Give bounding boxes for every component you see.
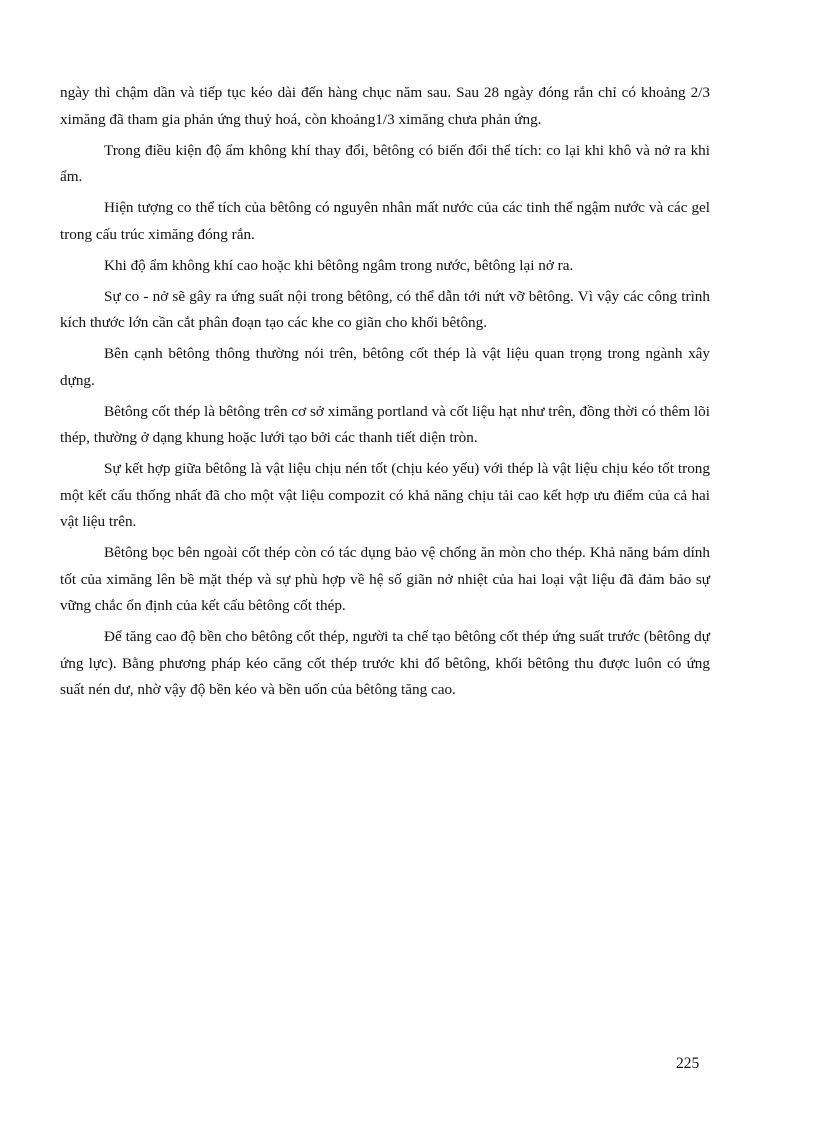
paragraph-swelling: Khi độ ẩm không khí cao hoặc khi bêtông ngâm trong nước, bêtông lại nở ra. (104, 256, 574, 274)
page-body (60, 80, 710, 708)
paragraph-reinforced-concrete-definition: Bêtông cốt thép là bêtông trên cơ sở ximăng portland và cốt liệu hạt như trên, đồng thời có thêm lõi thép, thường ở dạng khung hoặc lưới tạo bởi các thanh tiết diện tròn. (60, 402, 710, 446)
paragraph-shrinkage-cause: Hiện tượng co thể tích của bêtông có nguyên nhân mất nước của các tinh thể ngậm nước và các gel trong cấu trúc ximăng đóng rắn. (60, 199, 710, 243)
paragraph-humidity-volume-change: Trong điều kiện độ ẩm không khí thay đổi, bêtông có biến đổi thể tích: co lại khi khô và nở ra khi ẩm. (60, 141, 710, 185)
paragraph-reinforced-concrete-intro: Bên cạnh bêtông thông thường nói trên, bêtông cốt thép là vật liệu quan trọng trong ngành xây dựng. (60, 345, 710, 389)
paragraph-internal-stress: Sự co - nở sẽ gây ra ứng suất nội trong bêtông, có thể dẫn tới nứt vỡ bêtông. Vì vậy các công trình kích thước lớn cần cắt phân đoạn tạo các khe co giãn cho khối bêtông. (60, 287, 710, 331)
paragraph-corrosion-protection: Bêtông bọc bên ngoài cốt thép còn có tác dụng bảo vệ chống ăn mòn cho thép. Khả năng bám dính tốt của ximăng lên bề mặt thép và sự phù hợp về hệ số giãn nở nhiệt của hai loại vật liệu đã đảm bảo sự vững chắc ổn định của kết cấu bêtông cốt thép. (60, 544, 710, 614)
paragraph-prestressed-concrete: Để tăng cao độ bền cho bêtông cốt thép, người ta chế tạo bêtông cốt thép ứng suất trước (bêtông dự ứng lực). Bằng phương pháp kéo căng cốt thép trước khi đổ bêtông, khối bêtông thu được luôn có ứng suất nén dư, nhờ vậy độ bền kéo và bền uốn của bêtông tăng cao. (60, 628, 710, 698)
paragraph-continuation: ngày thì chậm dần và tiếp tục kéo dài đến hàng chục năm sau. Sau 28 ngày đóng rắn chỉ có khoảng 2/3 ximăng đã tham gia phản ứng thuỷ hoá, còn khoảng1/3 ximăng chưa phản ứng. (60, 84, 710, 128)
page-number: 225 (676, 1055, 700, 1072)
paragraph-composite-combination: Sự kết hợp giữa bêtông là vật liệu chịu nén tốt (chịu kéo yếu) với thép là vật liệu chịu kéo tốt trong một kết cấu thống nhất đã cho một vật liệu compozit có khả năng chịu tải cao kết hợp ưu điểm của cả hai vật liệu trên. (60, 460, 710, 530)
